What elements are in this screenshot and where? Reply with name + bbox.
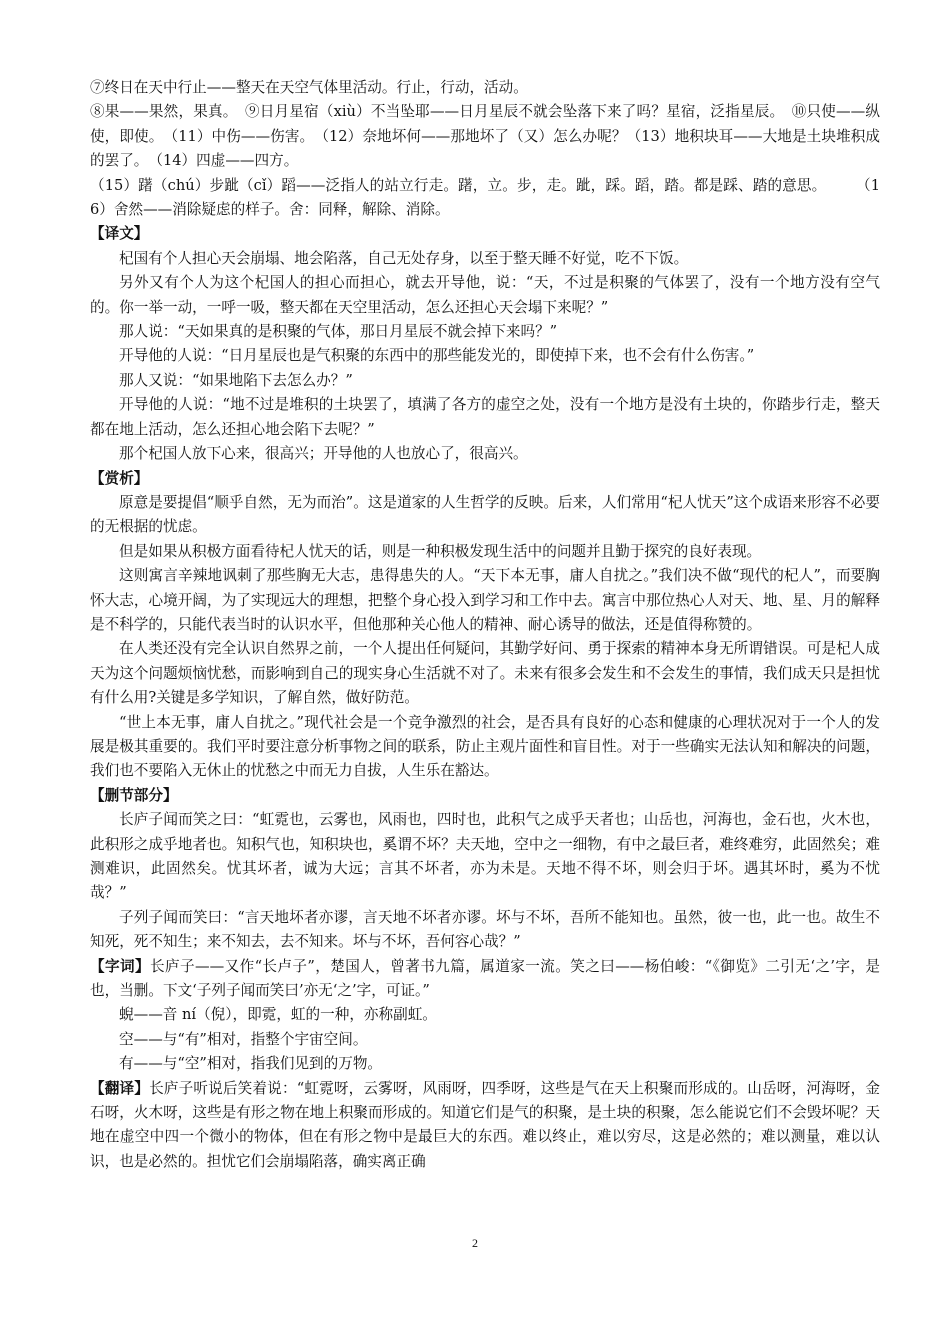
section-heading-deleted: 【删节部分】 <box>90 786 178 804</box>
section-heading-appreciation: 【赏析】 <box>90 469 149 487</box>
word-item: 蜺——音 ní（倪），即霓，虹的一种，亦称副虹。 <box>119 1006 437 1024</box>
section-heading-translation: 【译文】 <box>90 225 149 243</box>
notes-section <box>90 76 880 222</box>
section-heading-words: 【字词】 <box>90 957 150 975</box>
paragraph: “世上本无事，庸人自扰之。”现代社会是一个竞争激烈的社会，是否具有良好的心态和健康的心理状况对于一个人的发展是极其重要的。我们平时要注意分析事物之间的联系，防止主观片面性和盲目性。对于一些确实无法认知和解决的问题，我们也不要陷入无休止的忧愁之中而无力自拔，人生乐在豁达。 <box>90 713 880 780</box>
paragraph: 长庐子闻而笑之曰：“虹霓也，云雾也，风雨也，四时也，此积气之成乎天者也；山岳也，河海也，金石也，火木也，此积形之成乎地者也。知积气也，知积块也，奚谓不坏？夫天地，空中之一细物，有中之最巨者，难终难穷，此固然矣；难测难识，此固然矣。忧其坏者，诚为大远；言其不坏者，亦为未是。天地不得不坏，则会归于坏。遇其坏时，奚为不忧哉？” <box>90 811 880 902</box>
paragraph: 杞国有个人担心天会崩塌、地会陷落，自己无处存身，以至于整天睡不好觉，吃不下饭。 <box>119 249 689 267</box>
paragraph: 那人又说：“如果地陷下去怎么办？” <box>119 371 353 389</box>
paragraph: 这则寓言辛辣地讽刺了那些胸无大志，患得患失的人。“天下本无事，庸人自扰之。”我们决不做“现代的杞人”，而要胸怀大志，心境开阔，为了实现远大的理想，把整个身心投入到学习和工作中去。寓言中那位热心人对天、地、星、月的解释是不科学的，只能代表当时的认识水平，但他那种关心他人的精神、耐心诱导的做法，还是值得称赞的。 <box>90 567 880 633</box>
page-number: 2 <box>472 1236 478 1250</box>
paragraph: 在人类还没有完全认识自然界之前，一个人提出任何疑问，其勤学好问、勇于探索的精神本身无所谓错误。可是杞人成天为这个问题烦恼忧愁，而影响到自己的现实身心生活就不对了。未来有很多会发生和不会发生的事情，我们成天只是担忧有什么用?关键是多学知识，了解自然，做好防范。 <box>90 640 880 707</box>
words-first: 长庐子——又作“长卢子”，楚国人，曾著书九篇，属道家一流。笑之曰——杨伯峻：“《御览》二引无‘之’字，是也，当删。下文‘子列子闻而笑曰’亦无‘之’字，可证。” <box>90 957 880 1000</box>
note-line: ⑦终日在天中行止——整天在天空气体里活动。行止，行动，活动。 <box>90 79 528 96</box>
note-line: （15）躇（chú）步跐（cǐ）蹈——泛指人的站立行走。躇，立。步，走。跐，踩。蹈，踏。都是踩、踏的意思。 （16）舍然——消除疑虑的样子。舍：同释，解除、消除。 <box>90 176 880 219</box>
translation-section <box>90 222 880 466</box>
paragraph: 但是如果从积极方面看待杞人忧天的话，则是一种积极发现生活中的问题并且勤于探究的良好表现。 <box>119 542 762 560</box>
word-item: 空——与“有”相对，指整个宇宙空间。 <box>119 1030 368 1048</box>
paragraph: 原意是要提倡“顺乎自然，无为而治”。这是道家的人生哲学的反映。后来，人们常用“杞人忧天”这个成语来形容不必要的无根据的忧虑。 <box>90 493 880 536</box>
paragraph: 那人说：“天如果真的是积聚的气体，那日月星辰不就会掉下来吗？” <box>119 323 558 341</box>
paragraph: 开导他的人说：“地不过是堆积的土块罢了，填满了各方的虚空之处，没有一个地方是没有土块的，你踏步行走，整天都在地上活动，怎么还担心地会陷下去呢？” <box>90 396 880 438</box>
paragraph: 另外又有个人为这个杞国人的担心而担心，就去开导他，说：“天，不过是积聚的气体罢了，没有一个地方没有空气的。你一举一动，一呼一吸，整天都在天空里活动，怎么还担心天会塌下来呢？” <box>90 274 880 316</box>
fanyi-text: 长庐子听说后笑着说：“虹霓呀，云雾呀，风雨呀，四季呀，这些是气在天上积聚而形成的。山岳呀，河海呀，金石呀，火木呀，这些是有形之物在地上积聚而形成的。知道它们是气的积聚，是土块的积聚，怎么能说它们不会毁坏呢？天地在虚空中四一个微小的物体，但在有形之物中是最巨大的东西。难以终止，难以穷尽，这是必然的；难以测量，难以认识，也是必然的。担忧它们会崩塌陷落，确实离正确 <box>90 1079 880 1170</box>
fanyi-section <box>90 1077 880 1175</box>
appreciation-section <box>90 467 880 784</box>
section-heading-fanyi: 【翻译】 <box>90 1079 150 1097</box>
deleted-section <box>90 784 880 955</box>
word-item: 有——与“空”相对，指我们见到的万物。 <box>119 1055 383 1073</box>
words-section <box>90 955 880 1077</box>
paragraph: 子列子闻而笑曰：“言天地坏者亦谬，言天地不坏者亦谬。坏与不坏，吾所不能知也。虽然，彼一也，此一也。故生不知死，死不知生；来不知去，去不知来。坏与不坏，吾何容心哉？” <box>90 908 880 951</box>
paragraph: 开导他的人说：“日月星辰也是气积聚的东西中的那些能发光的，即使掉下来，也不会有什么伤害。” <box>119 347 755 365</box>
document-page <box>90 76 880 1174</box>
note-line: ⑧果——果然，果真。 ⑨日月星宿（xiù）不当坠耶——日月星辰不就会坠落下来了吗？星宿，泛指星辰。 ⑩只使——纵使，即使。 （11）中伤——伤害。 （12）奈地坏何——那地坏了（又）怎么办呢？（13）地积块耳——大地是土块堆积成的罢了。 （14）四虚——四方。 <box>90 103 880 170</box>
paragraph: 那个杞国人放下心来，很高兴；开导他的人也放心了，很高兴。 <box>119 445 528 463</box>
